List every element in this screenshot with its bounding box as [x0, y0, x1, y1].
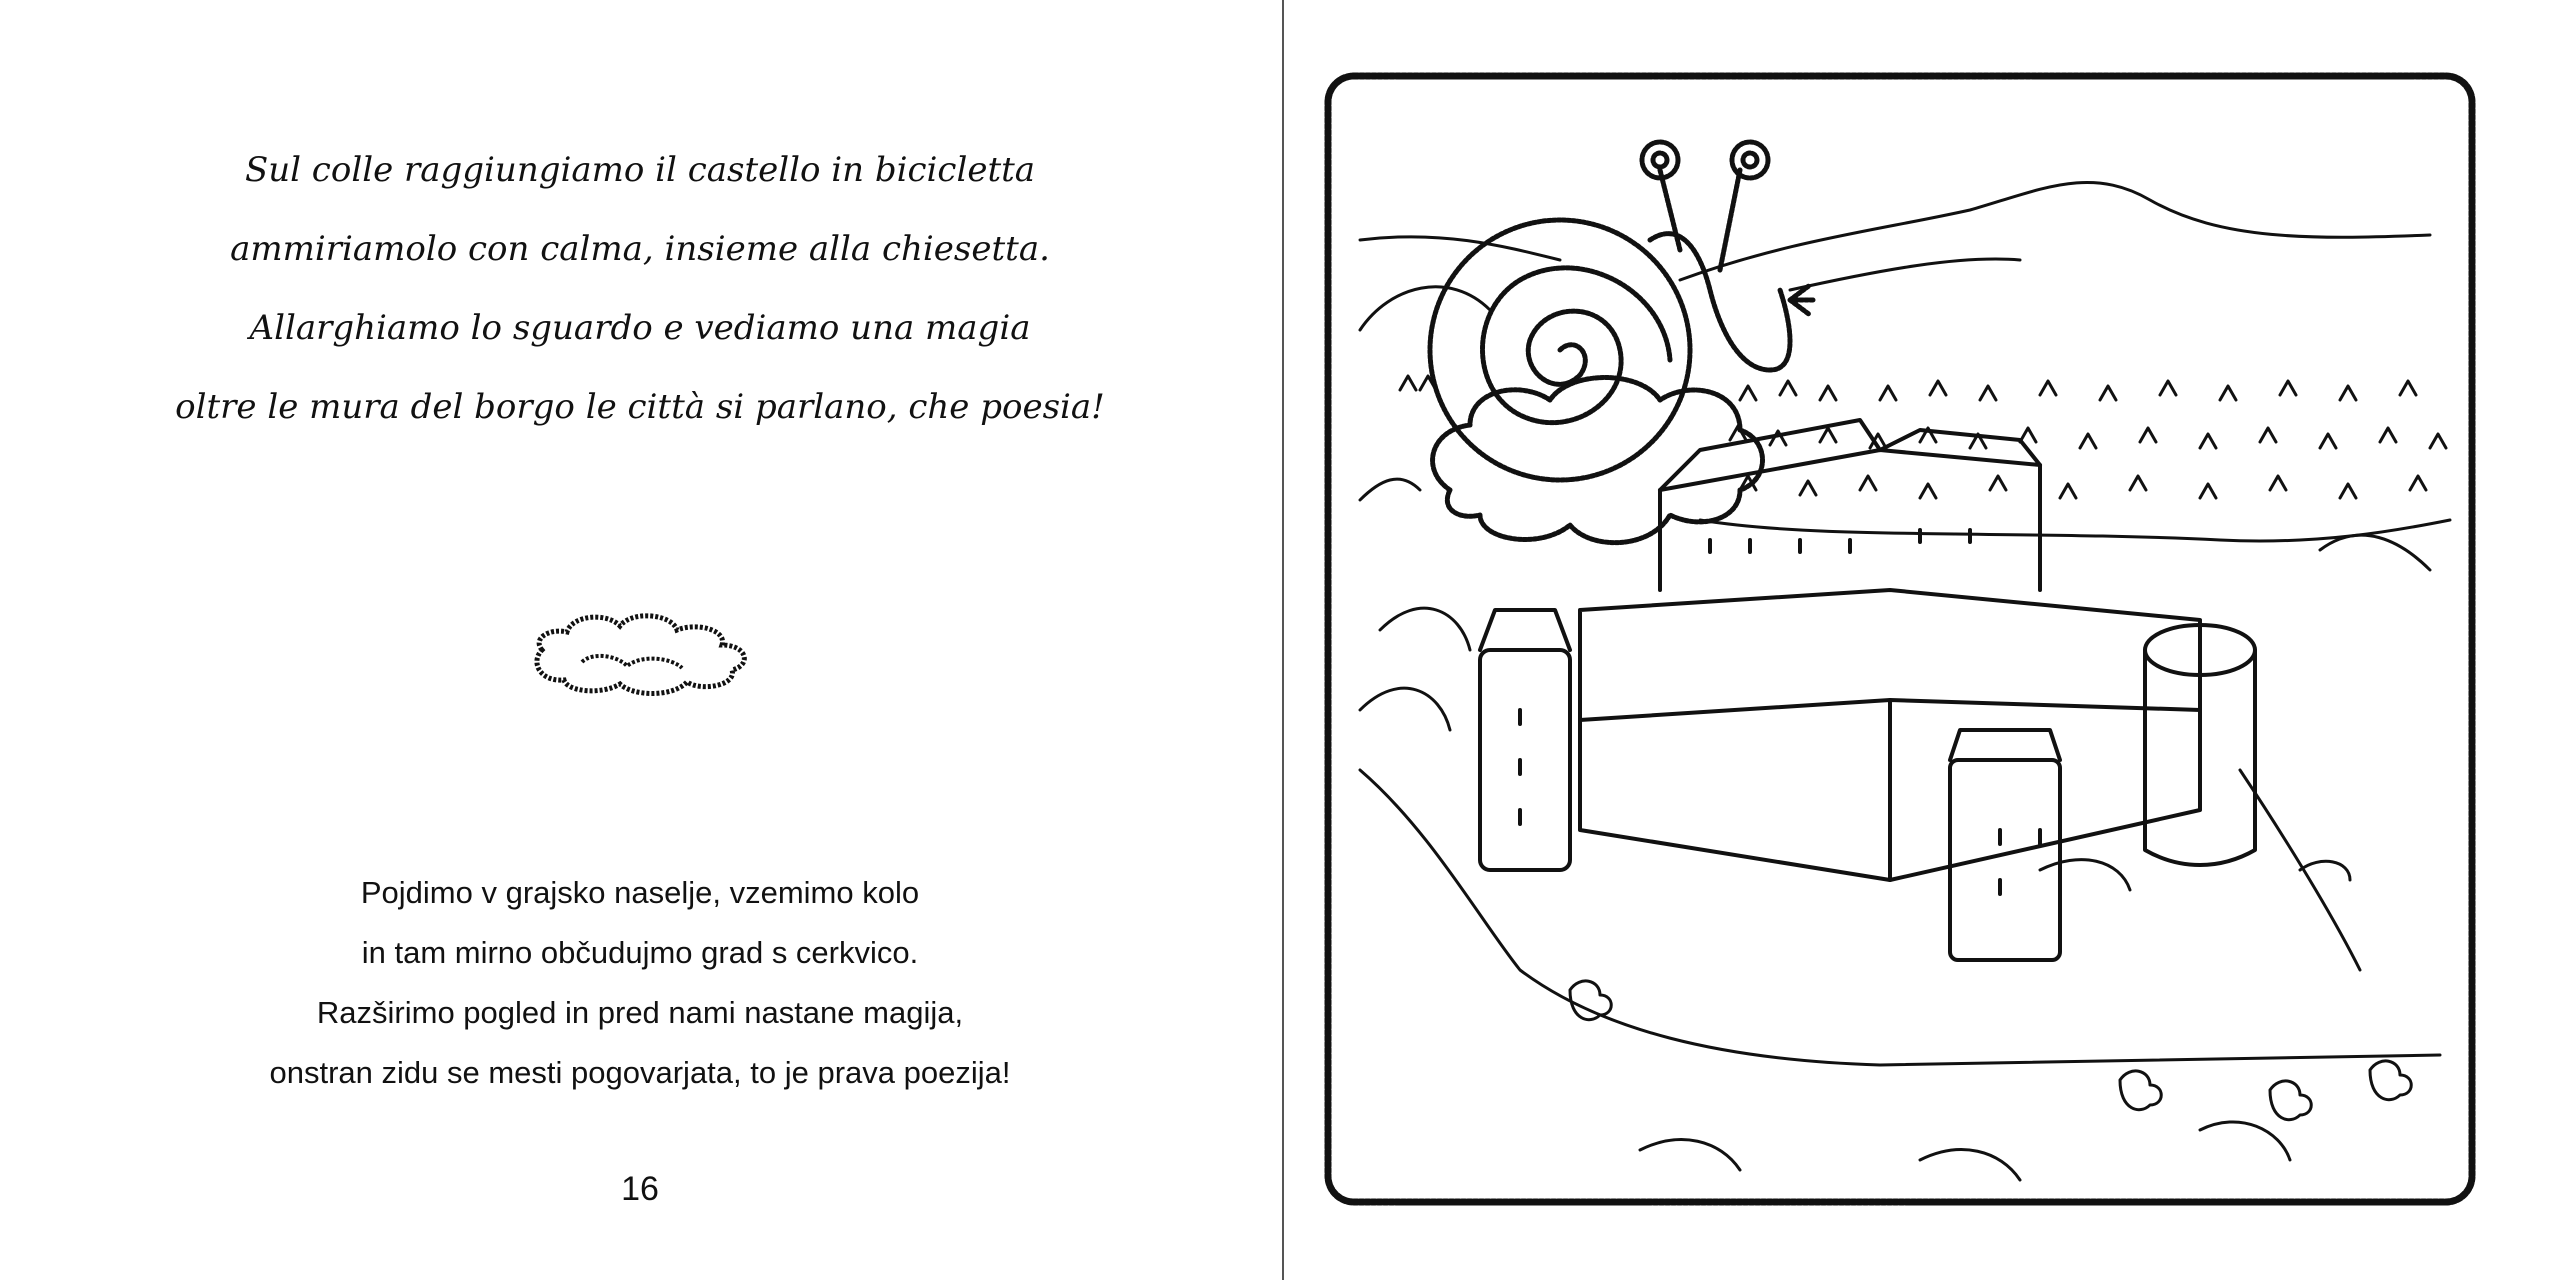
slovenian-verse-line: Pojdimo v grajsko naselje, vzemimo kolo	[360, 875, 920, 910]
italian-verse-line: Allarghiamo lo sguardo e vediamo una magia	[249, 308, 1031, 348]
castle-illustration	[1320, 70, 2480, 1210]
right-page	[1284, 0, 2560, 1280]
page-number: 16	[621, 1170, 659, 1208]
italian-verse-line: ammiriamolo con calma, insieme alla chiesetta.	[230, 229, 1050, 269]
snail	[1430, 142, 1815, 480]
slovenian-verse	[60, 870, 1220, 1110]
foreground	[1360, 535, 2440, 1180]
italian-verse-line: Sul colle raggiungiamo il castello in bicicletta	[244, 150, 1036, 190]
village	[1360, 376, 2450, 541]
slovenian-verse-line: in tam mirno občudujmo grad s cerkvico.	[361, 935, 919, 970]
slovenian-verse-line: onstran zidu se mesti pogovarjata, to je prava poezija!	[269, 1055, 1011, 1090]
cloud-icon	[522, 600, 762, 700]
slovenian-verse-line: Razširimo pogled in pred nami nastane magija,	[316, 995, 964, 1030]
italian-verse	[60, 140, 1220, 456]
italian-verse-line: oltre le mura del borgo le città si parlano, che poesia!	[175, 387, 1105, 427]
castle	[1480, 420, 2255, 960]
hills	[1360, 182, 2430, 330]
snail-cloud	[1433, 378, 1763, 543]
